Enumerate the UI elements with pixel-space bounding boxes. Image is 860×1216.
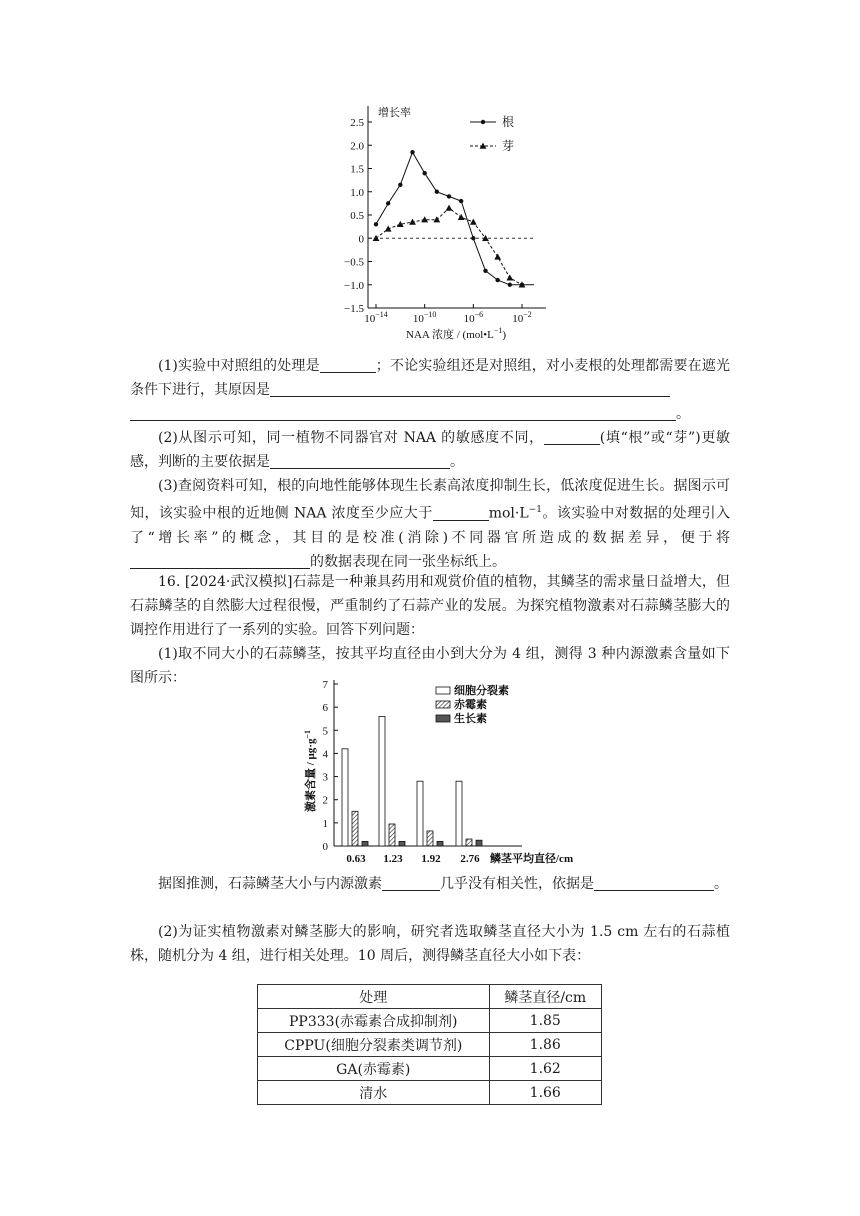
hormone-bar-chart-svg [300, 672, 600, 864]
table-row [258, 1033, 602, 1057]
results-table [257, 984, 602, 1105]
bud-data-point [494, 253, 501, 259]
q15-part1 [130, 354, 730, 426]
bud-data-point [458, 214, 465, 220]
answer-blank[interactable] [433, 504, 489, 521]
bar-auxin [476, 840, 482, 846]
root-data-point [398, 183, 402, 187]
q15-part2-text-a: (2)从图示可知，同一植物不同器官对 NAA 的敏感度不同， [158, 430, 544, 446]
y-tick-label: 2.5 [350, 117, 364, 129]
q15-part1-text-c: 。 [676, 406, 690, 422]
bar-auxin [362, 841, 368, 846]
legend-swatch-cytokinin [436, 687, 450, 694]
bar-cytokinin [342, 749, 348, 846]
q15-part2 [130, 426, 730, 474]
q16-part1-text: (1)取不同大小的石蒜鳞茎，按其平均直径由小到大分为 4 组，测得 3 种内源激素含量如下图所示： [130, 646, 730, 686]
x-category-label: 1.23 [383, 853, 403, 864]
bar-cytokinin [379, 716, 385, 846]
root-data-point [447, 194, 451, 198]
root-data-point [410, 150, 414, 154]
table-row [258, 1081, 602, 1105]
bar-gibberellin [466, 839, 472, 846]
legend-root-label: 根 [502, 115, 515, 129]
bar-auxin [437, 841, 443, 846]
root-data-point [495, 278, 499, 282]
bud-data-point [506, 274, 513, 280]
bar-auxin [399, 841, 405, 846]
q15-part3-text-c: 的数据表现在同一张坐标纸上。 [310, 553, 506, 570]
bar-cytokinin [456, 781, 462, 846]
legend-label-auxin: 生长素 [454, 713, 487, 725]
naa-growth-chart-svg [320, 100, 560, 350]
legend-swatch-gibberellin [436, 701, 450, 708]
q15-part2-text-c: 。 [450, 454, 464, 470]
table-row [258, 1057, 602, 1081]
x-axis-label: 鳞茎平均直径/cm [490, 853, 574, 864]
legend-bud-label: 芽 [502, 139, 515, 153]
series-root-line [376, 152, 534, 285]
x-tick-label: $10^{-2}$ [512, 310, 532, 325]
answer-blank[interactable] [544, 428, 600, 445]
answer-blank[interactable] [270, 452, 450, 469]
x-category-label: 2.76 [460, 853, 480, 864]
naa-growth-chart [320, 100, 560, 350]
q16-inference-text-c: 。 [714, 876, 728, 892]
legend-root-marker [481, 120, 485, 124]
q15-part3 [130, 474, 730, 574]
table-header-diameter: 鳞茎直径/cm [489, 985, 601, 1009]
y-tick-label: 0.5 [350, 210, 364, 222]
y-tick-label: 3 [322, 771, 328, 784]
y-tick-label: 0 [358, 233, 364, 246]
answer-blank[interactable] [130, 552, 310, 569]
bar-gibberellin [427, 831, 433, 846]
table-cell-diameter: 1.66 [489, 1081, 601, 1105]
q15-part1-text-a: (1)实验中对照组的处理是 [158, 358, 320, 374]
root-data-point [386, 201, 390, 205]
y-tick-label: −1.0 [344, 279, 364, 292]
root-data-point [459, 199, 463, 203]
bar-gibberellin [352, 811, 358, 846]
root-data-point [435, 190, 439, 194]
y-tick-label: 2 [322, 794, 328, 807]
q15-part3-text-a: (3)查阅资料可知，根的向地性能够体现生长素高浓度抑制生长，低浓度促进生长。据图示可知，该实验中根的近地侧 NAA 浓度至少应大于 [130, 478, 730, 522]
y-tick-label: 4 [322, 748, 328, 761]
q16-intro [130, 570, 730, 642]
bud-data-point [470, 219, 477, 225]
y-axis-label: 增长率 [378, 107, 411, 119]
table-cell-treatment: 清水 [258, 1081, 490, 1105]
table-header-treatment: 处理 [258, 985, 490, 1009]
q16-intro-text: 16. [2024·武汉模拟]石蒜是一种兼具药用和观赏价值的植物，其鳞茎的需求量日益增大，但石蒜鳞茎的自然膨大过程很慢，严重制约了石蒜产业的发展。为探究植物激素对石蒜鳞茎膨大的调控作用进行了一系列的实验。回答下列问题： [130, 574, 730, 638]
bud-data-point [373, 235, 380, 241]
bud-data-point [409, 219, 416, 225]
root-data-point [471, 236, 475, 240]
x-axis-label: NAA 浓度 / $(mol•L^{-1})$ [406, 326, 507, 341]
y-tick-label: 2.0 [350, 140, 364, 153]
bar-cytokinin [417, 781, 423, 846]
table-row [258, 1009, 602, 1033]
table-cell-diameter: 1.85 [489, 1009, 601, 1033]
answer-blank[interactable] [130, 404, 676, 421]
y-tick-label: 1 [322, 817, 328, 830]
bud-data-point [446, 205, 453, 211]
answer-blank[interactable] [594, 874, 714, 891]
table-cell-treatment: PP333(赤霉素合成抑制剂) [258, 1009, 490, 1033]
table-cell-diameter: 1.62 [489, 1057, 601, 1081]
answer-blank[interactable] [382, 874, 440, 891]
root-data-point [374, 222, 378, 226]
bud-data-point [385, 226, 392, 232]
legend-label-gibberellin: 赤霉素 [454, 699, 487, 711]
root-data-point [422, 171, 426, 175]
y-tick-label: 0 [322, 841, 328, 853]
table-cell-treatment: GA(赤霉素) [258, 1057, 490, 1081]
x-tick-label: $10^{-10}$ [412, 310, 437, 325]
q15-part3-unit: mol·L [488, 505, 529, 522]
y-tick-label: 6 [322, 702, 328, 715]
root-data-point [483, 269, 487, 273]
x-tick-label: $10^{-14}$ [364, 310, 388, 325]
y-tick-label: 1.5 [350, 163, 364, 176]
x-category-label: 1.92 [421, 853, 441, 864]
root-data-point [508, 283, 512, 287]
y-tick-label: 7 [322, 679, 328, 691]
q16-part2 [130, 920, 730, 968]
q15-part3-unit-sup: −1 [528, 505, 542, 515]
y-tick-label: −0.5 [344, 256, 364, 269]
series-bud-line [376, 208, 522, 285]
q16-inference-text-a: 据图推测，石蒜鳞茎大小与内源激素 [158, 876, 382, 892]
y-axis-label: 激素含量 / $\mu g\cdot g^{-1}$ [303, 729, 317, 813]
bar-gibberellin [389, 824, 395, 846]
q16-inference-text-b: 几乎没有相关性，依据是 [440, 876, 594, 892]
legend-label-cytokinin: 细胞分裂素 [454, 685, 509, 697]
q16-part2-text: (2)为证实植物激素对鳞茎膨大的影响，研究者选取鳞茎直径大小为 1.5 cm 左右的石蒜植株，随机分为 4 组，进行相关处理。10 周后，测得鳞茎直径大小如下表： [130, 924, 730, 964]
y-tick-label: 1.0 [350, 186, 364, 199]
table-cell-diameter: 1.86 [489, 1033, 601, 1057]
y-tick-label: 5 [322, 725, 328, 738]
x-category-label: 0.63 [346, 853, 366, 864]
answer-blank[interactable] [320, 356, 376, 373]
q15-part1-text-b: ；不论实验组还是对照组，对小麦根的处理都需要在遮光条件下进行，其原因是 [130, 358, 730, 398]
answer-blank[interactable] [270, 380, 670, 397]
q16-inference [130, 872, 730, 896]
y-tick-label: −1.5 [344, 303, 364, 315]
x-tick-label: $10^{-6}$ [463, 310, 484, 325]
table-cell-treatment: CPPU(细胞分裂素类调节剂) [258, 1033, 490, 1057]
legend-swatch-auxin [436, 715, 450, 722]
q15-part3-text-b: 。该实验中对数据的处理引入了“增长率”的概念，其目的是校准(消除)不同器官所造成的数据差异，便于将 [130, 505, 731, 546]
q15-part2-text-b: (填“根”或“芽”)更敏感，判断的主要依据是 [130, 430, 730, 470]
table-header-row [258, 985, 602, 1009]
hormone-bar-chart [300, 672, 600, 864]
